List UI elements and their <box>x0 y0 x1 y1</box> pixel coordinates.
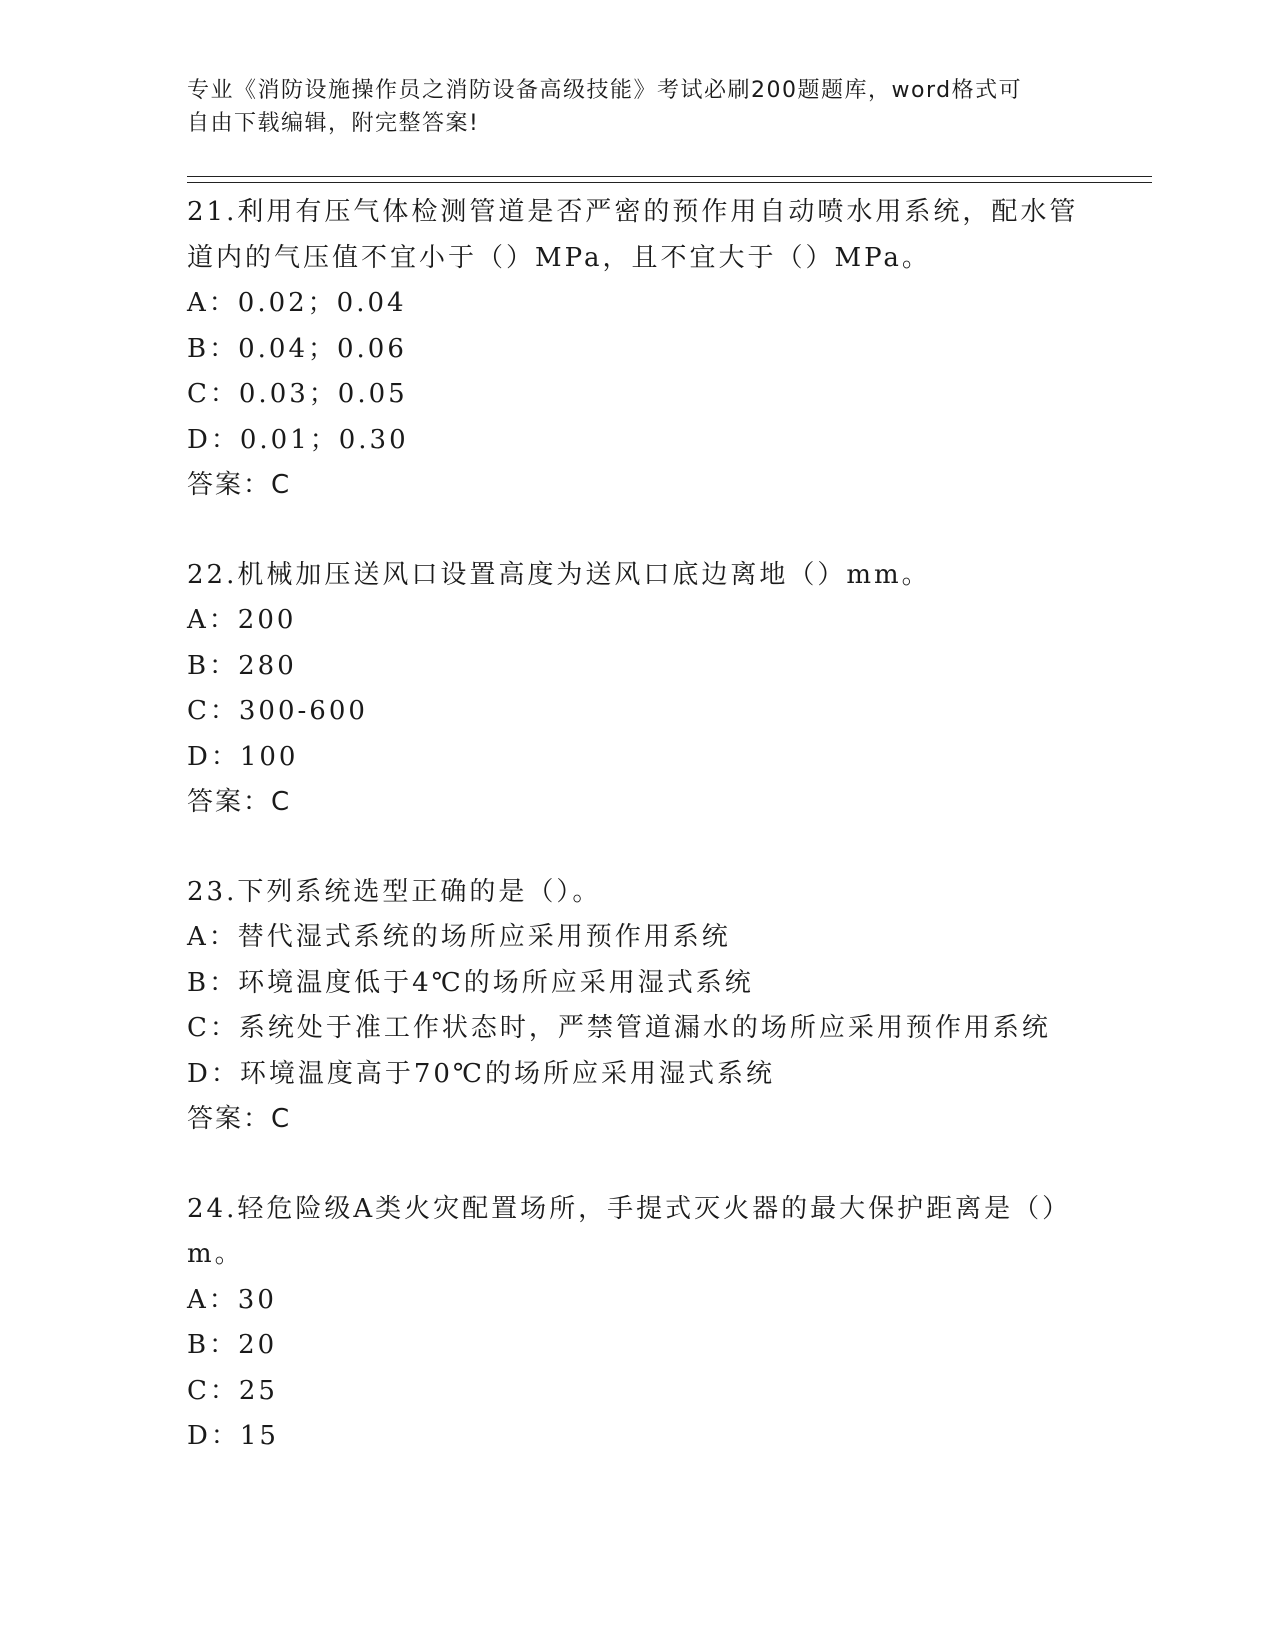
option-c: C：25 <box>187 1375 278 1406</box>
question-24 <box>187 1187 1087 1460</box>
option-c: C：系统处于准工作状态时，严禁管道漏水的场所应采用预作用系统 <box>187 1013 1051 1043</box>
question-stem <box>187 190 1087 281</box>
answer: 答案：C <box>187 787 292 817</box>
header-divider-top <box>187 176 1152 177</box>
option-c: C：300-600 <box>187 696 368 726</box>
option-a: A：200 <box>187 605 297 635</box>
option-d: D：0.01；0.30 <box>187 424 409 455</box>
option-b: B：0.04；0.06 <box>187 333 407 364</box>
document-header <box>187 74 1087 140</box>
question-stem-line: 道内的气压值不宜小于（）MPa，且不宜大于（）MPa。 <box>187 242 931 273</box>
option-c: C：0.03；0.05 <box>187 379 408 409</box>
question-23 <box>187 870 1087 1143</box>
option-d: D：100 <box>187 741 299 772</box>
option-b: B：20 <box>187 1330 278 1360</box>
question-stem <box>187 870 1087 916</box>
header-line-1: 专业《消防设施操作员之消防设备高级技能》考试必刷200题题库，word格式可 <box>187 78 1023 103</box>
question-stem-line: 23.下列系统选型正确的是（）。 <box>187 876 602 907</box>
option-a: A：0.02；0.04 <box>187 288 407 318</box>
option-b: B：环境温度低于4℃的场所应采用湿式系统 <box>187 967 754 998</box>
question-stem-line: m。 <box>187 1239 244 1269</box>
question-22 <box>187 553 1087 826</box>
question-list <box>187 190 1087 1504</box>
question-stem-line: 21.利用有压气体检测管道是否严密的预作用自动喷水用系统，配水管 <box>187 197 1079 227</box>
answer: 答案：C <box>187 1104 292 1134</box>
option-d: D：15 <box>187 1421 279 1451</box>
option-a: A：30 <box>187 1284 277 1315</box>
option-d: D：环境温度高于70℃的场所应采用湿式系统 <box>187 1058 776 1089</box>
option-b: B：280 <box>187 650 297 681</box>
header-divider-bottom <box>187 182 1152 183</box>
header-line-2: 自由下载编辑，附完整答案! <box>187 111 480 136</box>
question-stem <box>187 1187 1087 1278</box>
question-stem-line: 22.机械加压送风口设置高度为送风口底边离地（）mm。 <box>187 559 931 590</box>
answer: 答案：C <box>187 470 292 500</box>
question-stem-line: 24.轻危险级A类火灾配置场所，手提式灭火器的最大保护距离是（） <box>187 1193 1072 1224</box>
question-stem <box>187 553 1087 599</box>
option-a: A：替代湿式系统的场所应采用预作用系统 <box>187 922 731 952</box>
question-21 <box>187 190 1087 509</box>
